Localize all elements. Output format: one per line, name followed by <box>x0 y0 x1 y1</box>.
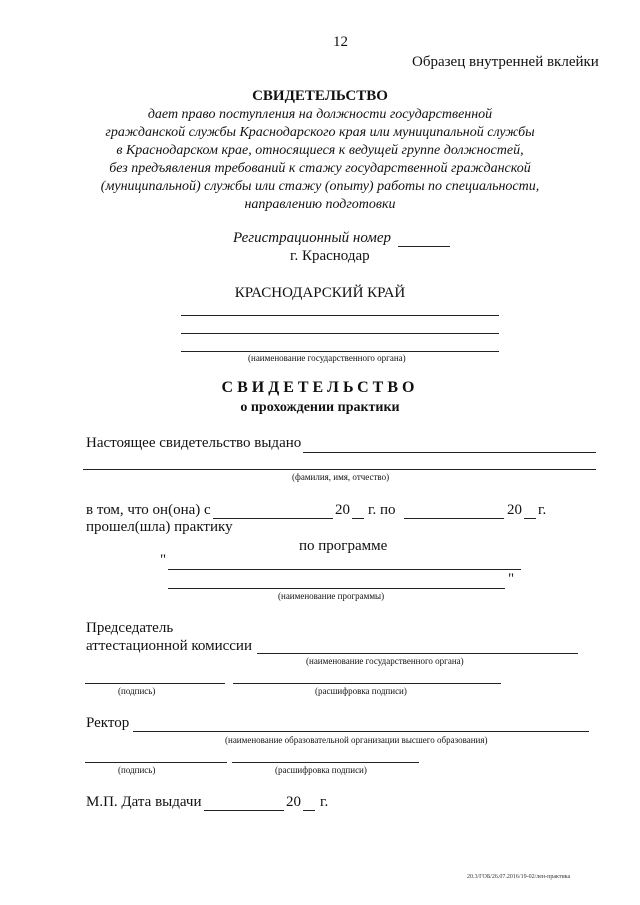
caption-edu-org: (наименование образовательной организации высшего образования) <box>225 735 488 745</box>
caption-gov-body: (наименование государственного органа) <box>248 353 406 363</box>
document-code: 20.3/ГОБ/26.07.2016/19-02/лен-практика <box>467 874 571 880</box>
issued-to-label: Настоящее свидетельство выдано <box>86 435 302 451</box>
rector-decode-line <box>232 762 419 763</box>
certificate-subtitle: о прохождении практики <box>240 400 400 415</box>
rector-line <box>133 731 589 732</box>
program-label: по программе <box>299 538 388 554</box>
region-title: КРАСНОДАРСКИЙ КРАЙ <box>234 285 406 301</box>
issue-year-end: г. <box>320 794 329 810</box>
header-subtitle-line-5: (муниципальной) службы или стажу (опыту) работы по специальности, <box>100 179 540 194</box>
quote-close: " <box>508 571 515 587</box>
year-1: 20 <box>335 502 350 518</box>
passed-label: прошел(шла) практику <box>86 519 233 535</box>
header-title: СВИДЕТЕЛЬСТВО <box>252 88 388 104</box>
certificate-title: СВИДЕТЕЛЬСТВО <box>221 379 419 396</box>
rector-signature-line <box>85 762 227 763</box>
registration-label: Регистрационный номер <box>233 230 392 246</box>
program-line-1 <box>168 569 521 570</box>
program-line-2 <box>168 588 505 589</box>
chair-line <box>257 653 578 654</box>
rector-label: Ректор <box>86 715 130 731</box>
caption-signature-1: (подпись) <box>118 686 156 696</box>
sample-label: Образец внутренней вклейки <box>412 54 599 70</box>
chair-signature-line <box>85 683 225 684</box>
registration-number-line <box>398 246 450 247</box>
caption-program: (наименование программы) <box>278 591 385 601</box>
period-mid-label: г. по <box>368 502 396 518</box>
chair-label-line-2: аттестационной комиссии <box>86 638 252 654</box>
page-number: 12 <box>333 34 348 50</box>
issued-to-line <box>303 452 596 453</box>
caption-fio: (фамилия, имя, отчество) <box>292 472 390 482</box>
header-subtitle-line-1: дает право поступления на должности государственной <box>147 107 493 122</box>
year-end-label: г. <box>538 502 547 518</box>
header-subtitle-line-3: в Краснодарском крае, относящиеся к ведущей группе должностей, <box>116 143 524 158</box>
fio-line <box>83 469 596 470</box>
caption-gov-body-2: (наименование государственного органа) <box>306 656 464 666</box>
gov-body-line-2 <box>181 333 499 334</box>
caption-signature-2: (подпись) <box>118 765 156 775</box>
year-2-line <box>524 518 536 519</box>
header-subtitle-line-2: гражданской службы Краснодарского края или муниципальной службы <box>105 125 535 140</box>
header-subtitle-line-4: без предъявления требований к стажу государственной гражданской <box>109 161 531 176</box>
end-date-line <box>404 518 504 519</box>
issue-date-line <box>204 810 284 811</box>
year-2: 20 <box>507 502 522 518</box>
issue-year-line <box>303 810 315 811</box>
chair-label-line-1: Председатель <box>86 620 174 636</box>
city: г. Краснодар <box>290 248 370 264</box>
caption-decode-1: (расшифровка подписи) <box>315 686 407 696</box>
quote-open: " <box>160 552 167 568</box>
gov-body-line-1 <box>181 315 499 316</box>
header-subtitle-line-6: направлению подготовки <box>244 197 396 212</box>
year-1-line <box>352 518 364 519</box>
chair-decode-line <box>233 683 501 684</box>
issue-year: 20 <box>286 794 301 810</box>
period-start-label: в том, что он(она) с <box>86 502 211 518</box>
caption-decode-2: (расшифровка подписи) <box>275 765 367 775</box>
mp-date-label: М.П. Дата выдачи <box>86 794 202 810</box>
gov-body-line-3 <box>181 351 499 352</box>
